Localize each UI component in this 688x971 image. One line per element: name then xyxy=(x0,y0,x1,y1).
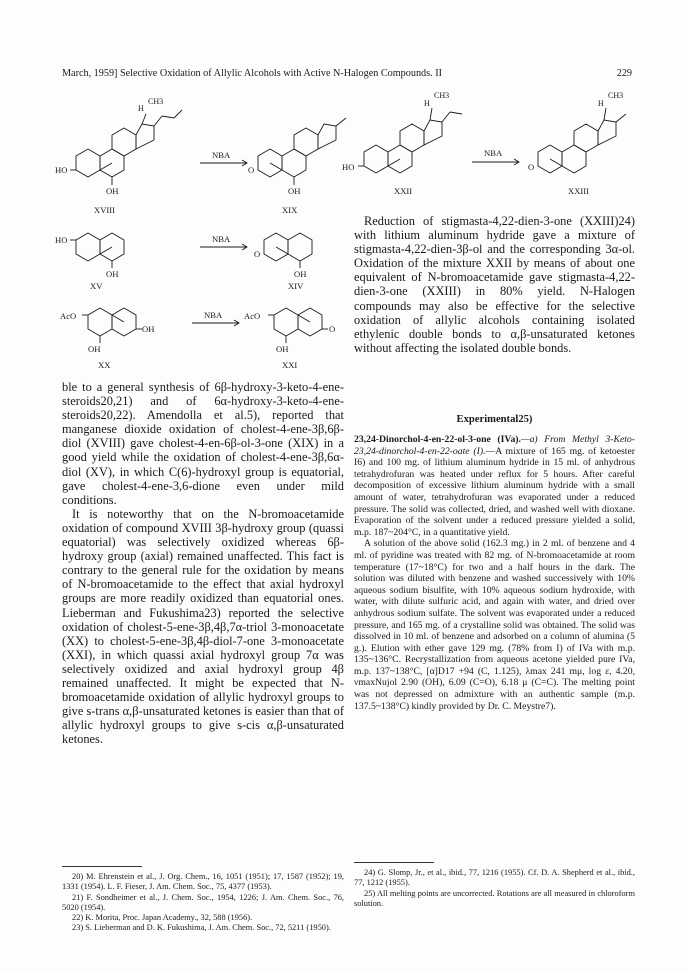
atom-o: O xyxy=(254,249,261,259)
compound-xxii-structure xyxy=(358,108,462,173)
atom-ch3: CH3 xyxy=(434,91,450,100)
atom-oh: OH xyxy=(88,344,101,354)
atom-ho: HO xyxy=(55,235,68,245)
footnote-21: 21) F. Sondheimer et al., J. Chem. Soc., 1954, 1226; J. Am. Chem. Soc., 76, 5020 (1954). xyxy=(62,892,344,912)
footnote-20: 20) M. Ehrenstein et al., J. Org. Chem., 16, 1051 (1951); 17, 1587 (1952); 19, 1331 (1954). L. F. Fieser, J. Am. Chem. Soc., 75, 4377 (1953). xyxy=(62,872,344,892)
compound-xviii-structure xyxy=(70,110,182,185)
footnote-rule-right xyxy=(354,862,434,863)
compound-xiv-structure xyxy=(264,233,312,268)
compound-xx-structure xyxy=(82,308,142,343)
atom-ho: HO xyxy=(342,162,355,172)
compound-xix-structure xyxy=(258,118,346,185)
label-xv: XV xyxy=(90,281,103,291)
reagent-nba-1: NBA xyxy=(212,150,231,160)
label-xx: XX xyxy=(98,360,111,370)
page-number: 229 xyxy=(616,68,632,79)
running-title: March, 1959] Selective Oxidation of Allylic Alcohols with Active N-Halogen Compounds. II xyxy=(62,68,442,79)
atom-oh: OH xyxy=(276,344,289,354)
atom-o: O xyxy=(248,165,255,175)
compound-xv-structure xyxy=(70,233,124,268)
right-top-body xyxy=(354,214,635,355)
atom-h: H xyxy=(138,104,144,113)
experimental-title: 23,24-Dinorchol-4-en-22-ol-3-one (IVa). xyxy=(354,434,521,445)
label-xix: XIX xyxy=(282,205,298,215)
reaction-scheme xyxy=(55,90,355,390)
footnote-22: 22) K. Morita, Proc. Japan Academy., 32, 588 (1956). xyxy=(72,913,253,923)
reaction-scheme-stigmasta xyxy=(342,90,644,210)
right-paragraph-reduction: Reduction of stigmasta-4,22-dien-3-one (XXIII)24) with lithium aluminum hydride gave a mixture of stigmasta-4,22-dien-3β-ol and the corresponding 3α-ol. Oxidation of the mixture XXII by means of about one equivalent of N-bromoacetamide gave stigmasta-4,22-dien-3-one (XXIII) in 80% yield. N-Halogen compounds may also be effective for the selective oxidation of allylic alcohols containing isolated ethylenic double bonds to α,β-unsaturated ketones without affecting the isolated double bonds. xyxy=(354,214,635,355)
left-paragraph-2: It is noteworthy that on the N-bromoacetamide oxidation of compound XVIII 3β-hydroxy group (quassi equatorial) was selectively oxidized whereas 6β-hydroxy group (axial) remained unaffected. This fact is contrary to the general rule for the oxidation by means of N-bromoacetamide to the effect that axial hydroxyl groups are more readily oxidized than equatorial ones. Lieberman and Fukushima23) reported the selective oxidation of cholest-5-ene-3β,4β,7α-triol 3-monoacetate (XX) to cholest-5-ene-3β,4β-diol-7-one 3-monoacetate (XXI), in which quassi axial hydroxyl group 7α was selectively oxidized and axial hydroxyl group 4β remained unaffected. It might be expected that N-bromoacetamide oxidation of allylic hydroxyl groups to give s-trans α,β-unsaturated ketones is easier than that of allylic hydroxyl groups to give s-cis α,β-unsaturated ketones. xyxy=(62,506,344,747)
atom-aco: AcO xyxy=(60,311,77,321)
label-xviii: XVIII xyxy=(94,205,115,215)
left-paragraph-1: ble to a general synthesis of 6β-hydroxy-3-keto-4-ene-steroids20,21) and of 6α-hydroxy-3-keto-4-ene-steroids20,22). Amendolla et al.5), reported that manganese dioxide oxidation of cholest-4-ene-3β,6β-diol (XVIII) gave cholest-4-en-6β-ol-3-one (XIX) in a good yield while the oxidation of cholest-4-ene-3β,6α-diol (XV), in which C(6)-hydroxyl group is equatorial, gave cholest-4-ene-3,6-dione even under mild conditions. xyxy=(62,380,344,507)
atom-o: O xyxy=(528,162,535,172)
right-footnotes xyxy=(354,868,635,909)
label-xiv: XIV xyxy=(288,281,304,291)
running-header xyxy=(62,68,632,82)
experimental-subtitle: —a) From Methyl 3-Keto-23,24-dinorchol-4-en-22-oate (I). xyxy=(354,434,636,457)
left-footnotes xyxy=(62,872,344,934)
atom-ch3: CH3 xyxy=(148,97,164,106)
experimental-body xyxy=(354,434,635,712)
reagent-nba-2: NBA xyxy=(212,234,231,244)
label-xxiii: XXIII xyxy=(568,186,589,196)
atom-oh: OH xyxy=(294,269,307,279)
experimental-paragraph-2: A solution of the above solid (162.3 mg.) in 2 ml. of benzene and 4 ml. of pyridine was treated with 82 mg. of N-bromoacetamide at room temperature (17~18°C) for two and a half hours in the dark. The solution was diluted with benzene and washed successively with 10% aqueous sodium bisulfite, with 10% aqueous sodium hydroxide, with water, with dilute sulfuric acid, and again with water, and dried over anhydrous sodium sulfate. The solvent was evaporated under a reduced pressure, and 165 mg. of a crystalline solid was obtained. The solid was dissolved in 10 ml. of benzene and adsorbed on a column of alumina (5 g.). Elution with ether gave 129 mg. (78% from I) of IVa with m.p. 135~136°C. Recrystallization from aqueous acetone yielded pure IVa, m.p. 137~138°C, [α]D17 +94 (C, 1.125), λmax 241 mμ, log ε, 4.20, νmaxNujol 2.90 (OH), 6.09 (C=O), 6.18 μ (C=C). The melting point was not depressed on admixture with an authentic sample (m.p. 137.5~138°C) kindly provided by Dr. C. Meystre7). xyxy=(354,538,635,712)
atom-oh: OH xyxy=(106,269,119,279)
reagent-nba-3: NBA xyxy=(204,310,223,320)
atom-aco: AcO xyxy=(244,311,261,321)
compound-xxi-structure xyxy=(268,308,328,343)
atom-oh: OH xyxy=(106,186,119,196)
atom-oh: OH xyxy=(142,324,155,334)
left-body xyxy=(62,380,344,746)
atom-o: O xyxy=(329,324,336,334)
label-xxi: XXI xyxy=(282,360,298,370)
footnote-23: 23) S. Lieberman and D. K. Fukushima, J. Am. Chem. Soc., 72, 5211 (1950). xyxy=(72,923,331,933)
experimental-paragraph-1: —A mixture of 165 mg. of ketoester I6) and 100 mg. of lithium aluminum hydride in 15 ml. of anhydrous tetrahydrofuran was heated under reflux for 5 hours. After careful decomposition of excessive lithium aluminum hydride with a small amount of water, tetrahydrofuran was evaporated under a reduced pressure. The solid was collected, dried, and washed well with dioxane. Evaporation of the solvent under a reduced pressure yielded a solid, m.p. 187~204°C, in a quantitative yield. xyxy=(354,445,635,538)
atom-oh: OH xyxy=(288,186,301,196)
atom-ho: HO xyxy=(55,165,68,175)
footnote-24: 24) G. Slomp, Jr., et al., ibid., 77, 1216 (1955). Cf. D. A. Shepherd et al., ibid., 77, 1212 (1955). xyxy=(354,868,635,888)
atom-ch3: CH3 xyxy=(608,91,624,100)
footnote-rule-left xyxy=(62,866,142,867)
reagent-nba-4: NBA xyxy=(484,148,503,158)
footnote-25: 25) All melting points are uncorrected. Rotations are all measured in chloroform solution. xyxy=(354,888,635,908)
experimental-heading: Experimental25) xyxy=(456,414,533,425)
atom-h: H xyxy=(424,99,430,108)
label-xxii: XXII xyxy=(394,186,413,196)
compound-xxiii-structure xyxy=(538,108,626,173)
atom-h: H xyxy=(598,99,604,108)
